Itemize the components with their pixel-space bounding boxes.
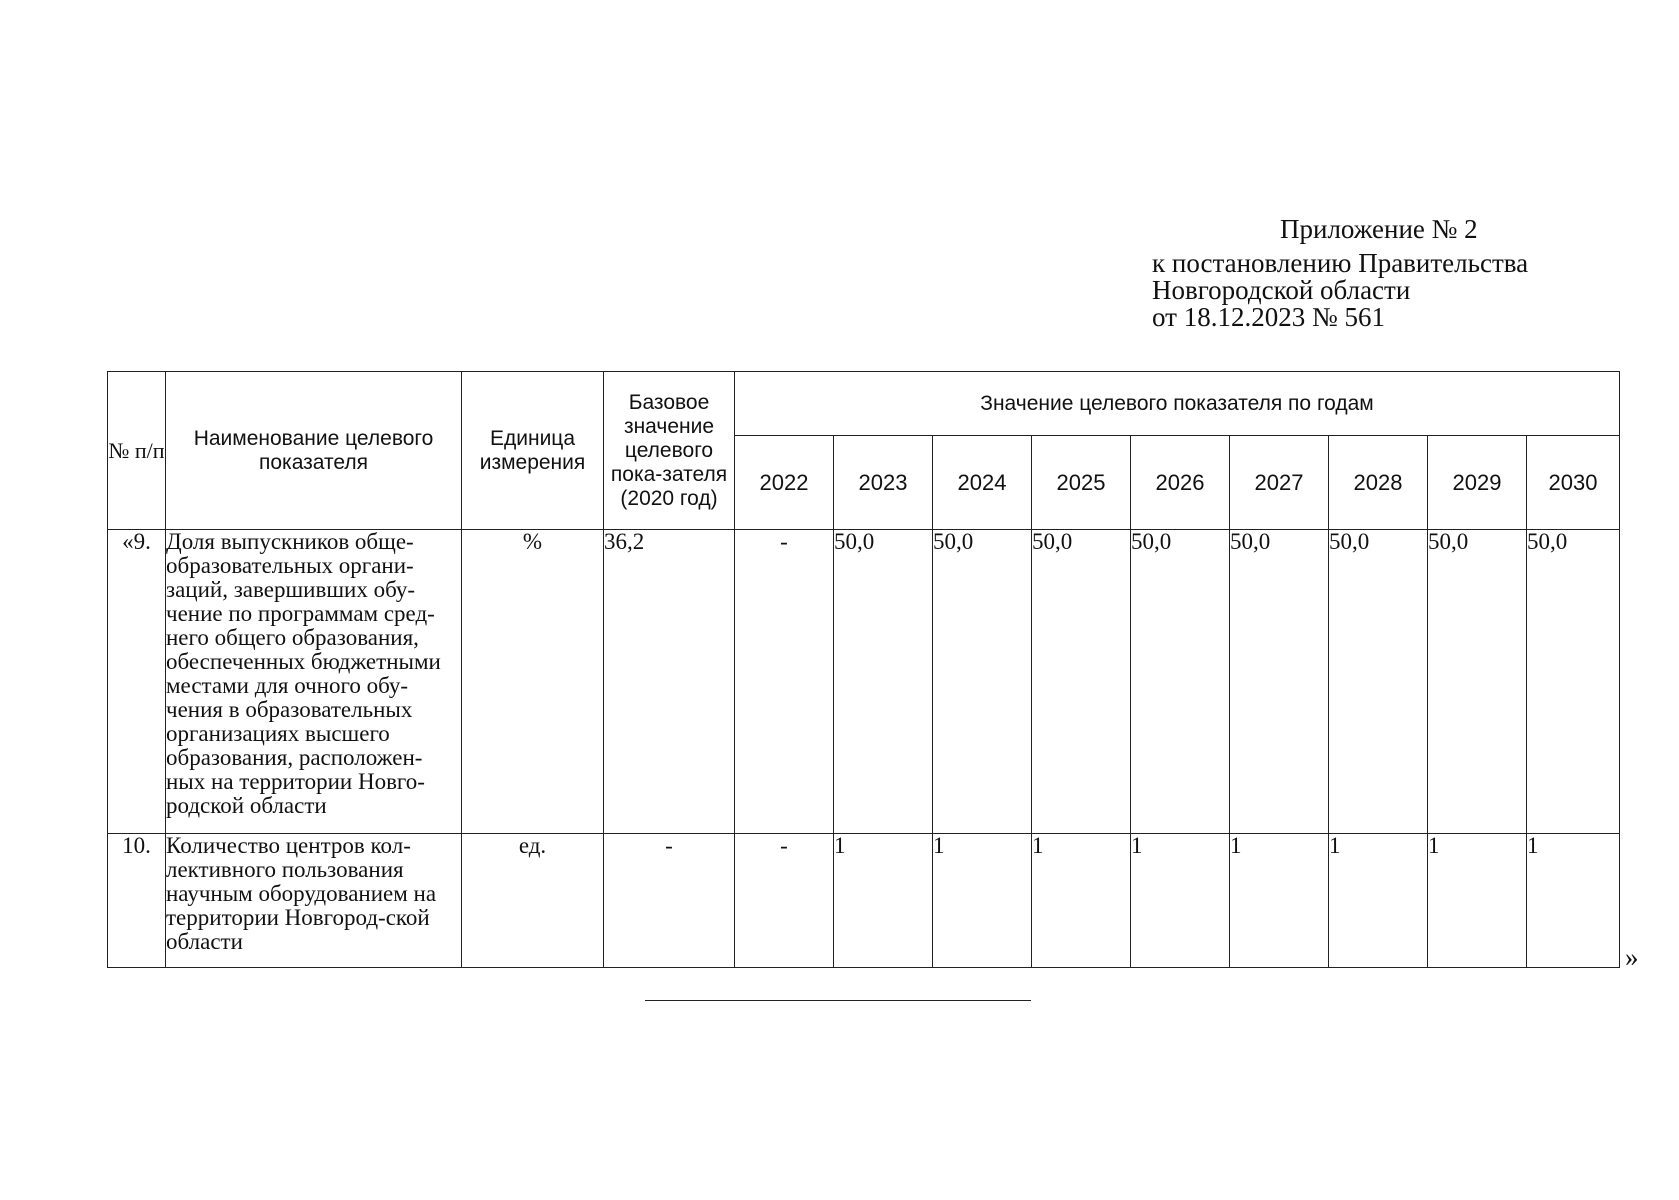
year-value-cell: 50,0 xyxy=(933,530,1032,834)
year-value-cell: 1 xyxy=(933,834,1032,968)
closing-quote: » xyxy=(1625,942,1639,972)
table-row xyxy=(108,834,1620,968)
appendix-title: Приложение № 2 xyxy=(1280,214,1478,244)
year-value-cell: 50,0 xyxy=(1032,530,1131,834)
header-year: 2024 xyxy=(933,436,1032,530)
year-value-cell: 50,0 xyxy=(1131,530,1230,834)
year-value-cell: 1 xyxy=(1131,834,1230,968)
row-number: 10. xyxy=(108,834,166,968)
header-year: 2030 xyxy=(1527,436,1620,530)
header-year: 2022 xyxy=(735,436,834,530)
header-num: № п/п xyxy=(108,372,166,530)
indicator-name: Количество центров кол-лективного пользования научным оборудованием на территории Новгород-ской области xyxy=(166,834,462,968)
base-value-cell: - xyxy=(604,834,735,968)
appendix-reference xyxy=(1152,250,1528,331)
appendix-line-1: к постановлению Правительства xyxy=(1152,248,1529,278)
appendix-line-3: от 18.12.2023 № 561 xyxy=(1152,302,1385,332)
header-years-group: Значение целевого показателя по годам xyxy=(735,372,1620,436)
year-value-cell: 50,0 xyxy=(1428,530,1527,834)
header-year: 2025 xyxy=(1032,436,1131,530)
indicators-table xyxy=(107,371,1620,968)
header-year: 2028 xyxy=(1329,436,1428,530)
year-value-cell: 1 xyxy=(1032,834,1131,968)
year-value-cell: 50,0 xyxy=(1230,530,1329,834)
appendix-line-2: Новгородской области xyxy=(1152,275,1411,305)
year-value-cell: 1 xyxy=(1230,834,1329,968)
unit-cell: % xyxy=(462,530,604,834)
header-unit: Единица измерения xyxy=(462,372,604,530)
year-value-cell: - xyxy=(735,530,834,834)
indicator-name: Доля выпускников обще-образовательных органи-заций, завершивших обу-чение по программам сред-него общего образования, обеспеченных бюджетными местами для очного обу-чения в образовательных организациях высшего образования, расположен-ных на территории Новго-родской области xyxy=(166,530,462,834)
row-number: «9. xyxy=(108,530,166,834)
year-value-cell: 50,0 xyxy=(1527,530,1620,834)
base-value-cell: 36,2 xyxy=(604,530,735,834)
year-value-cell: 1 xyxy=(834,834,933,968)
year-value-cell: 50,0 xyxy=(1329,530,1428,834)
year-value-cell: 1 xyxy=(1428,834,1527,968)
header-name: Наименование целевого показателя xyxy=(166,372,462,530)
header-base-value: Базовое значение целевого пока-зателя (2020 год) xyxy=(604,372,735,530)
year-value-cell: 1 xyxy=(1527,834,1620,968)
unit-cell: ед. xyxy=(462,834,604,968)
year-value-cell: - xyxy=(735,834,834,968)
bottom-divider xyxy=(645,1000,1031,1001)
header-year: 2026 xyxy=(1131,436,1230,530)
year-value-cell: 1 xyxy=(1329,834,1428,968)
table-row xyxy=(108,530,1620,834)
header-year: 2027 xyxy=(1230,436,1329,530)
year-value-cell: 50,0 xyxy=(834,530,933,834)
header-year: 2023 xyxy=(834,436,933,530)
header-year: 2029 xyxy=(1428,436,1527,530)
